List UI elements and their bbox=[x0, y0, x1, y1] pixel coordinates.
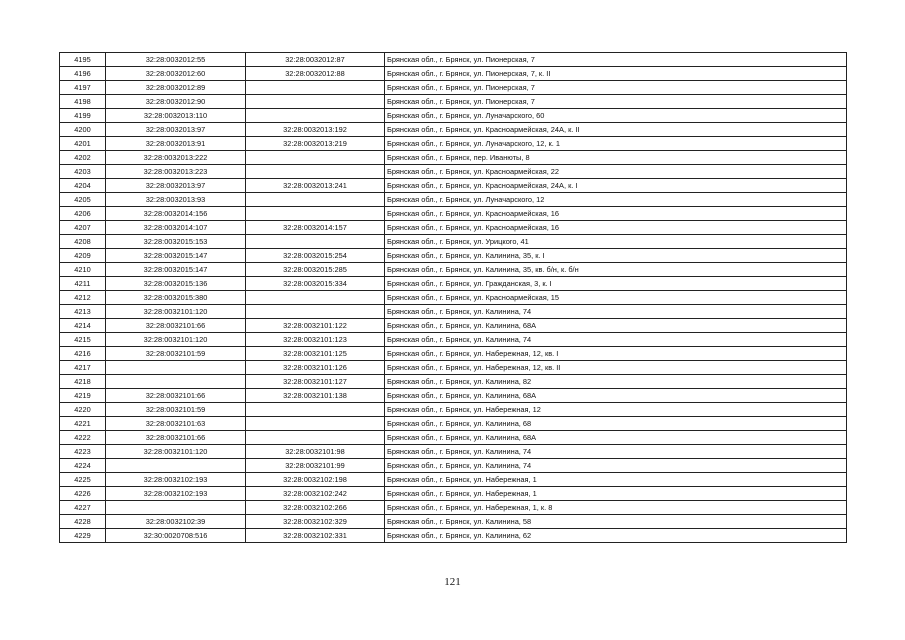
table-row bbox=[60, 67, 847, 81]
address-cell: Брянская обл., г. Брянск, ул. Калинина, 68 bbox=[385, 417, 847, 431]
row-number-cell: 4216 bbox=[60, 347, 106, 361]
table-row bbox=[60, 193, 847, 207]
address-cell: Брянская обл., г. Брянск, ул. Красноармейская, 16 bbox=[385, 221, 847, 235]
table-row bbox=[60, 515, 847, 529]
table-row bbox=[60, 319, 847, 333]
cadastral-number-cell: 32:30:0020708:516 bbox=[106, 529, 246, 543]
row-number-cell: 4205 bbox=[60, 193, 106, 207]
linked-cadastral-number-cell: 32:28:0032015:334 bbox=[246, 277, 385, 291]
row-number-cell: 4202 bbox=[60, 151, 106, 165]
address-cell: Брянская обл., г. Брянск, ул. Красноармейская, 15 bbox=[385, 291, 847, 305]
cadastral-number-cell: 32:28:0032012:90 bbox=[106, 95, 246, 109]
cadastral-number-cell: 32:28:0032012:55 bbox=[106, 53, 246, 67]
linked-cadastral-number-cell bbox=[246, 431, 385, 445]
row-number-cell: 4199 bbox=[60, 109, 106, 123]
cadastral-number-cell: 32:28:0032101:120 bbox=[106, 333, 246, 347]
table-row bbox=[60, 459, 847, 473]
table-row bbox=[60, 333, 847, 347]
row-number-cell: 4208 bbox=[60, 235, 106, 249]
cadastral-number-cell: 32:28:0032101:66 bbox=[106, 389, 246, 403]
address-cell: Брянская обл., г. Брянск, ул. Калинина, 74 bbox=[385, 459, 847, 473]
row-number-cell: 4207 bbox=[60, 221, 106, 235]
cadastral-number-cell: 32:28:0032013:93 bbox=[106, 193, 246, 207]
cadastral-number-cell bbox=[106, 375, 246, 389]
row-number-cell: 4212 bbox=[60, 291, 106, 305]
table-row bbox=[60, 179, 847, 193]
address-cell: Брянская обл., г. Брянск, ул. Калинина, 58 bbox=[385, 515, 847, 529]
address-cell: Брянская обл., г. Брянск, ул. Урицкого, 41 bbox=[385, 235, 847, 249]
table-row bbox=[60, 109, 847, 123]
table-row bbox=[60, 207, 847, 221]
table-row bbox=[60, 305, 847, 319]
address-cell: Брянская обл., г. Брянск, ул. Красноармейская, 16 bbox=[385, 207, 847, 221]
linked-cadastral-number-cell bbox=[246, 403, 385, 417]
table-row bbox=[60, 473, 847, 487]
linked-cadastral-number-cell: 32:28:0032014:157 bbox=[246, 221, 385, 235]
cadastral-number-cell: 32:28:0032015:147 bbox=[106, 263, 246, 277]
row-number-cell: 4206 bbox=[60, 207, 106, 221]
linked-cadastral-number-cell bbox=[246, 165, 385, 179]
row-number-cell: 4200 bbox=[60, 123, 106, 137]
cadastral-number-cell: 32:28:0032015:153 bbox=[106, 235, 246, 249]
address-cell: Брянская обл., г. Брянск, ул. Калинина, 82 bbox=[385, 375, 847, 389]
cadastral-number-cell: 32:28:0032101:59 bbox=[106, 347, 246, 361]
row-number-cell: 4217 bbox=[60, 361, 106, 375]
address-cell: Брянская обл., г. Брянск, ул. Калинина, 74 bbox=[385, 445, 847, 459]
row-number-cell: 4209 bbox=[60, 249, 106, 263]
address-cell: Брянская обл., г. Брянск, ул. Калинина, 35, кв. б/н, к. б/н bbox=[385, 263, 847, 277]
linked-cadastral-number-cell: 32:28:0032101:127 bbox=[246, 375, 385, 389]
linked-cadastral-number-cell: 32:28:0032015:254 bbox=[246, 249, 385, 263]
table-row bbox=[60, 501, 847, 515]
table-row bbox=[60, 417, 847, 431]
cadastral-number-cell: 32:28:0032013:91 bbox=[106, 137, 246, 151]
address-cell: Брянская обл., г. Брянск, ул. Луначарского, 12, к. 1 bbox=[385, 137, 847, 151]
linked-cadastral-number-cell bbox=[246, 109, 385, 123]
address-cell: Брянская обл., г. Брянск, ул. Набережная, 12, кв. I bbox=[385, 347, 847, 361]
address-cell: Брянская обл., г. Брянск, ул. Набережная, 1 bbox=[385, 487, 847, 501]
address-cell: Брянская обл., г. Брянск, ул. Калинина, 62 bbox=[385, 529, 847, 543]
linked-cadastral-number-cell: 32:28:0032102:242 bbox=[246, 487, 385, 501]
linked-cadastral-number-cell: 32:28:0032101:123 bbox=[246, 333, 385, 347]
cadastral-number-cell bbox=[106, 459, 246, 473]
cadastral-number-cell bbox=[106, 361, 246, 375]
table-row bbox=[60, 291, 847, 305]
linked-cadastral-number-cell: 32:28:0032101:138 bbox=[246, 389, 385, 403]
row-number-cell: 4226 bbox=[60, 487, 106, 501]
row-number-cell: 4220 bbox=[60, 403, 106, 417]
cadastral-number-cell: 32:28:0032015:380 bbox=[106, 291, 246, 305]
address-cell: Брянская обл., г. Брянск, ул. Луначарского, 12 bbox=[385, 193, 847, 207]
row-number-cell: 4201 bbox=[60, 137, 106, 151]
address-cell: Брянская обл., г. Брянск, ул. Набережная, 1 bbox=[385, 473, 847, 487]
linked-cadastral-number-cell: 32:28:0032012:87 bbox=[246, 53, 385, 67]
table-row bbox=[60, 221, 847, 235]
table-row bbox=[60, 81, 847, 95]
linked-cadastral-number-cell bbox=[246, 207, 385, 221]
cadastral-number-cell: 32:28:0032013:97 bbox=[106, 179, 246, 193]
cadastral-number-cell: 32:28:0032014:156 bbox=[106, 207, 246, 221]
address-cell: Брянская обл., г. Брянск, ул. Набережная, 12 bbox=[385, 403, 847, 417]
table-row bbox=[60, 151, 847, 165]
table-row bbox=[60, 361, 847, 375]
row-number-cell: 4227 bbox=[60, 501, 106, 515]
linked-cadastral-number-cell: 32:28:0032101:98 bbox=[246, 445, 385, 459]
cadastral-number-cell: 32:28:0032101:120 bbox=[106, 445, 246, 459]
cadastral-number-cell: 32:28:0032102:39 bbox=[106, 515, 246, 529]
address-cell: Брянская обл., г. Брянск, ул. Пионерская, 7 bbox=[385, 95, 847, 109]
cadastral-number-cell: 32:28:0032013:97 bbox=[106, 123, 246, 137]
cadastral-number-cell: 32:28:0032102:193 bbox=[106, 473, 246, 487]
row-number-cell: 4195 bbox=[60, 53, 106, 67]
linked-cadastral-number-cell bbox=[246, 151, 385, 165]
cadastral-number-cell: 32:28:0032101:66 bbox=[106, 319, 246, 333]
address-cell: Брянская обл., г. Брянск, ул. Набережная, 1, к. 8 bbox=[385, 501, 847, 515]
registry-table-body bbox=[60, 53, 847, 543]
linked-cadastral-number-cell: 32:28:0032015:285 bbox=[246, 263, 385, 277]
row-number-cell: 4198 bbox=[60, 95, 106, 109]
registry-table bbox=[59, 52, 847, 543]
linked-cadastral-number-cell bbox=[246, 291, 385, 305]
linked-cadastral-number-cell: 32:28:0032102:329 bbox=[246, 515, 385, 529]
cadastral-number-cell: 32:28:0032012:89 bbox=[106, 81, 246, 95]
linked-cadastral-number-cell: 32:28:0032012:88 bbox=[246, 67, 385, 81]
cadastral-number-cell: 32:28:0032101:63 bbox=[106, 417, 246, 431]
cadastral-number-cell: 32:28:0032014:107 bbox=[106, 221, 246, 235]
row-number-cell: 4211 bbox=[60, 277, 106, 291]
cadastral-number-cell: 32:28:0032101:120 bbox=[106, 305, 246, 319]
row-number-cell: 4213 bbox=[60, 305, 106, 319]
address-cell: Брянская обл., г. Брянск, ул. Пионерская, 7 bbox=[385, 53, 847, 67]
linked-cadastral-number-cell bbox=[246, 81, 385, 95]
linked-cadastral-number-cell: 32:28:0032013:219 bbox=[246, 137, 385, 151]
cadastral-number-cell: 32:28:0032101:66 bbox=[106, 431, 246, 445]
row-number-cell: 4214 bbox=[60, 319, 106, 333]
linked-cadastral-number-cell: 32:28:0032102:331 bbox=[246, 529, 385, 543]
row-number-cell: 4224 bbox=[60, 459, 106, 473]
linked-cadastral-number-cell: 32:28:0032101:99 bbox=[246, 459, 385, 473]
address-cell: Брянская обл., г. Брянск, ул. Калинина, 35, к. I bbox=[385, 249, 847, 263]
cadastral-number-cell: 32:28:0032013:110 bbox=[106, 109, 246, 123]
address-cell: Брянская обл., г. Брянск, ул. Красноармейская, 24А, к. I bbox=[385, 179, 847, 193]
cadastral-number-cell: 32:28:0032012:60 bbox=[106, 67, 246, 81]
cadastral-number-cell: 32:28:0032013:223 bbox=[106, 165, 246, 179]
table-row bbox=[60, 431, 847, 445]
address-cell: Брянская обл., г. Брянск, ул. Калинина, 74 bbox=[385, 333, 847, 347]
table-row bbox=[60, 403, 847, 417]
row-number-cell: 4203 bbox=[60, 165, 106, 179]
table-row bbox=[60, 487, 847, 501]
table-row bbox=[60, 389, 847, 403]
table-row bbox=[60, 277, 847, 291]
linked-cadastral-number-cell: 32:28:0032013:241 bbox=[246, 179, 385, 193]
table-row bbox=[60, 95, 847, 109]
linked-cadastral-number-cell bbox=[246, 193, 385, 207]
address-cell: Брянская обл., г. Брянск, ул. Пионерская, 7 bbox=[385, 81, 847, 95]
address-cell: Брянская обл., г. Брянск, ул. Пионерская, 7, к. II bbox=[385, 67, 847, 81]
address-cell: Брянская обл., г. Брянск, ул. Гражданская, 3, к. I bbox=[385, 277, 847, 291]
address-cell: Брянская обл., г. Брянск, ул. Красноармейская, 22 bbox=[385, 165, 847, 179]
cadastral-number-cell bbox=[106, 501, 246, 515]
linked-cadastral-number-cell: 32:28:0032101:122 bbox=[246, 319, 385, 333]
address-cell: Брянская обл., г. Брянск, ул. Калинина, 68А bbox=[385, 431, 847, 445]
linked-cadastral-number-cell bbox=[246, 417, 385, 431]
linked-cadastral-number-cell: 32:28:0032102:266 bbox=[246, 501, 385, 515]
table-row bbox=[60, 249, 847, 263]
table-row bbox=[60, 235, 847, 249]
address-cell: Брянская обл., г. Брянск, ул. Калинина, 68А bbox=[385, 319, 847, 333]
address-cell: Брянская обл., г. Брянск, ул. Калинина, 68А bbox=[385, 389, 847, 403]
row-number-cell: 4218 bbox=[60, 375, 106, 389]
table-row bbox=[60, 165, 847, 179]
row-number-cell: 4229 bbox=[60, 529, 106, 543]
linked-cadastral-number-cell: 32:28:0032101:126 bbox=[246, 361, 385, 375]
table-row bbox=[60, 123, 847, 137]
linked-cadastral-number-cell: 32:28:0032013:192 bbox=[246, 123, 385, 137]
row-number-cell: 4204 bbox=[60, 179, 106, 193]
row-number-cell: 4221 bbox=[60, 417, 106, 431]
row-number-cell: 4225 bbox=[60, 473, 106, 487]
table-row bbox=[60, 347, 847, 361]
page-number: 121 bbox=[444, 576, 461, 588]
row-number-cell: 4228 bbox=[60, 515, 106, 529]
linked-cadastral-number-cell: 32:28:0032102:198 bbox=[246, 473, 385, 487]
linked-cadastral-number-cell bbox=[246, 305, 385, 319]
address-cell: Брянская обл., г. Брянск, ул. Луначарского, 60 bbox=[385, 109, 847, 123]
row-number-cell: 4210 bbox=[60, 263, 106, 277]
linked-cadastral-number-cell bbox=[246, 235, 385, 249]
linked-cadastral-number-cell bbox=[246, 95, 385, 109]
table-row bbox=[60, 53, 847, 67]
table-row bbox=[60, 375, 847, 389]
address-cell: Брянская обл., г. Брянск, ул. Красноармейская, 24А, к. II bbox=[385, 123, 847, 137]
table-row bbox=[60, 137, 847, 151]
cadastral-number-cell: 32:28:0032015:136 bbox=[106, 277, 246, 291]
table-row bbox=[60, 529, 847, 543]
address-cell: Брянская обл., г. Брянск, пер. Иванюты, 8 bbox=[385, 151, 847, 165]
address-cell: Брянская обл., г. Брянск, ул. Набережная, 12, кв. II bbox=[385, 361, 847, 375]
cadastral-number-cell: 32:28:0032015:147 bbox=[106, 249, 246, 263]
row-number-cell: 4215 bbox=[60, 333, 106, 347]
row-number-cell: 4196 bbox=[60, 67, 106, 81]
cadastral-number-cell: 32:28:0032013:222 bbox=[106, 151, 246, 165]
address-cell: Брянская обл., г. Брянск, ул. Калинина, 74 bbox=[385, 305, 847, 319]
row-number-cell: 4222 bbox=[60, 431, 106, 445]
cadastral-number-cell: 32:28:0032102:193 bbox=[106, 487, 246, 501]
table-row bbox=[60, 263, 847, 277]
linked-cadastral-number-cell: 32:28:0032101:125 bbox=[246, 347, 385, 361]
row-number-cell: 4219 bbox=[60, 389, 106, 403]
table-row bbox=[60, 445, 847, 459]
row-number-cell: 4197 bbox=[60, 81, 106, 95]
row-number-cell: 4223 bbox=[60, 445, 106, 459]
cadastral-number-cell: 32:28:0032101:59 bbox=[106, 403, 246, 417]
